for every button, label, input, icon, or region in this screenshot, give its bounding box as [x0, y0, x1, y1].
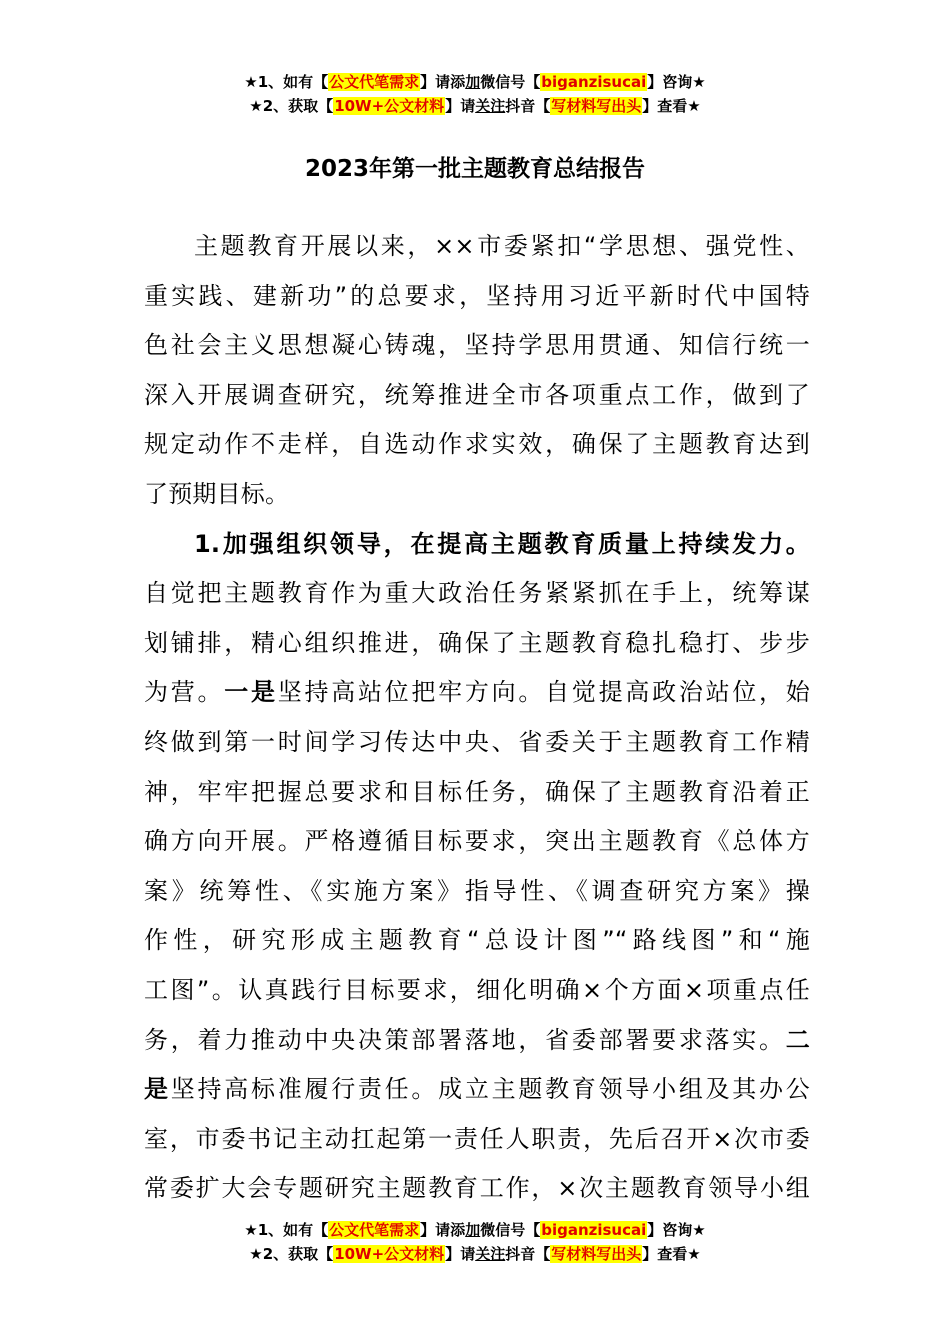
- notice-highlight: 写材料写出头: [551, 97, 642, 115]
- header-notice: [0, 70, 950, 118]
- body-line: 终做到第一时间学习传达中央、省委关于主题教育工作精: [144, 727, 810, 756]
- footer-notice: [0, 1218, 950, 1266]
- body-line: 划铺排，精心组织推进，确保了主题教育稳扎稳打、步步: [144, 628, 810, 657]
- body-line: 深入开展调查研究，统筹推进全市各项重点工作，做到了: [144, 380, 810, 409]
- notice-line-2: ★2、获取【10W+公文材料】请关注抖音【写材料写出头】查看★: [249, 97, 701, 115]
- document-body: [144, 222, 810, 1214]
- body-line: 务，着力推动中央决策部署落地，省委部署要求落实。二: [144, 1025, 810, 1054]
- notice-highlight: biganzisucai: [541, 1221, 647, 1239]
- body-line: 规定动作不走样，自选动作求实效，确保了主题教育达到: [144, 430, 810, 459]
- body-line: 常委扩大会专题研究主题教育工作，×次主题教育领导小组: [144, 1174, 810, 1203]
- body-line: 神，牢牢把握总要求和目标任务，确保了主题教育沿着正: [144, 777, 810, 806]
- notice-line-1: ★1、如有【公文代笔需求】请添加微信号【biganzisucai】咨询★: [244, 1221, 706, 1239]
- body-line: 了预期目标。: [144, 479, 290, 508]
- body-line: 重实践、建新功”的总要求，坚持用习近平新时代中国特: [144, 281, 810, 310]
- body-line: 为营。一是坚持高站位把牢方向。自觉提高政治站位，始: [144, 678, 810, 707]
- document-title: 2023年第一批主题教育总结报告: [304, 156, 645, 182]
- body-line: 作性，研究形成主题教育“总设计图”“路线图”和“施: [144, 926, 810, 955]
- body-line: 主题教育开展以来，××市委紧扣“学思想、强党性、: [194, 232, 810, 260]
- body-line: 自觉把主题教育作为重大政治任务紧紧抓在手上，统筹谋: [144, 579, 810, 608]
- notice-highlight: 公文代笔需求: [329, 1221, 420, 1239]
- body-line: 色社会主义思想凝心铸魂，坚持学思用贯通、知信行统一: [144, 331, 810, 360]
- section-heading: 1.加强组织领导，在提高主题教育质量上持续发力。: [194, 529, 810, 558]
- bold-marker: 二: [785, 1025, 810, 1054]
- notice-highlight: 10W+公文材料: [334, 97, 445, 115]
- body-line: 室，市委书记主动扛起第一责任人职责，先后召开×次市委: [144, 1124, 810, 1153]
- body-line: 案》统筹性、《实施方案》指导性、《调查研究方案》操: [144, 876, 810, 905]
- bold-marker: 一是: [224, 678, 278, 707]
- notice-highlight: biganzisucai: [541, 73, 647, 91]
- notice-highlight: 写材料写出头: [551, 1245, 642, 1263]
- notice-line-2: ★2、获取【10W+公文材料】请关注抖音【写材料写出头】查看★: [249, 1245, 701, 1263]
- notice-line-1: ★1、如有【公文代笔需求】请添加微信号【biganzisucai】咨询★: [244, 73, 706, 91]
- body-line: 是坚持高标准履行责任。成立主题教育领导小组及其办公: [144, 1075, 810, 1104]
- body-line: 工图”。认真践行目标要求，细化明确×个方面×项重点任: [144, 975, 810, 1004]
- notice-highlight: 公文代笔需求: [329, 73, 420, 91]
- body-line: 确方向开展。严格遵循目标要求，突出主题教育《总体方: [144, 827, 810, 856]
- bold-marker: 是: [144, 1075, 171, 1104]
- notice-highlight: 10W+公文材料: [334, 1245, 445, 1263]
